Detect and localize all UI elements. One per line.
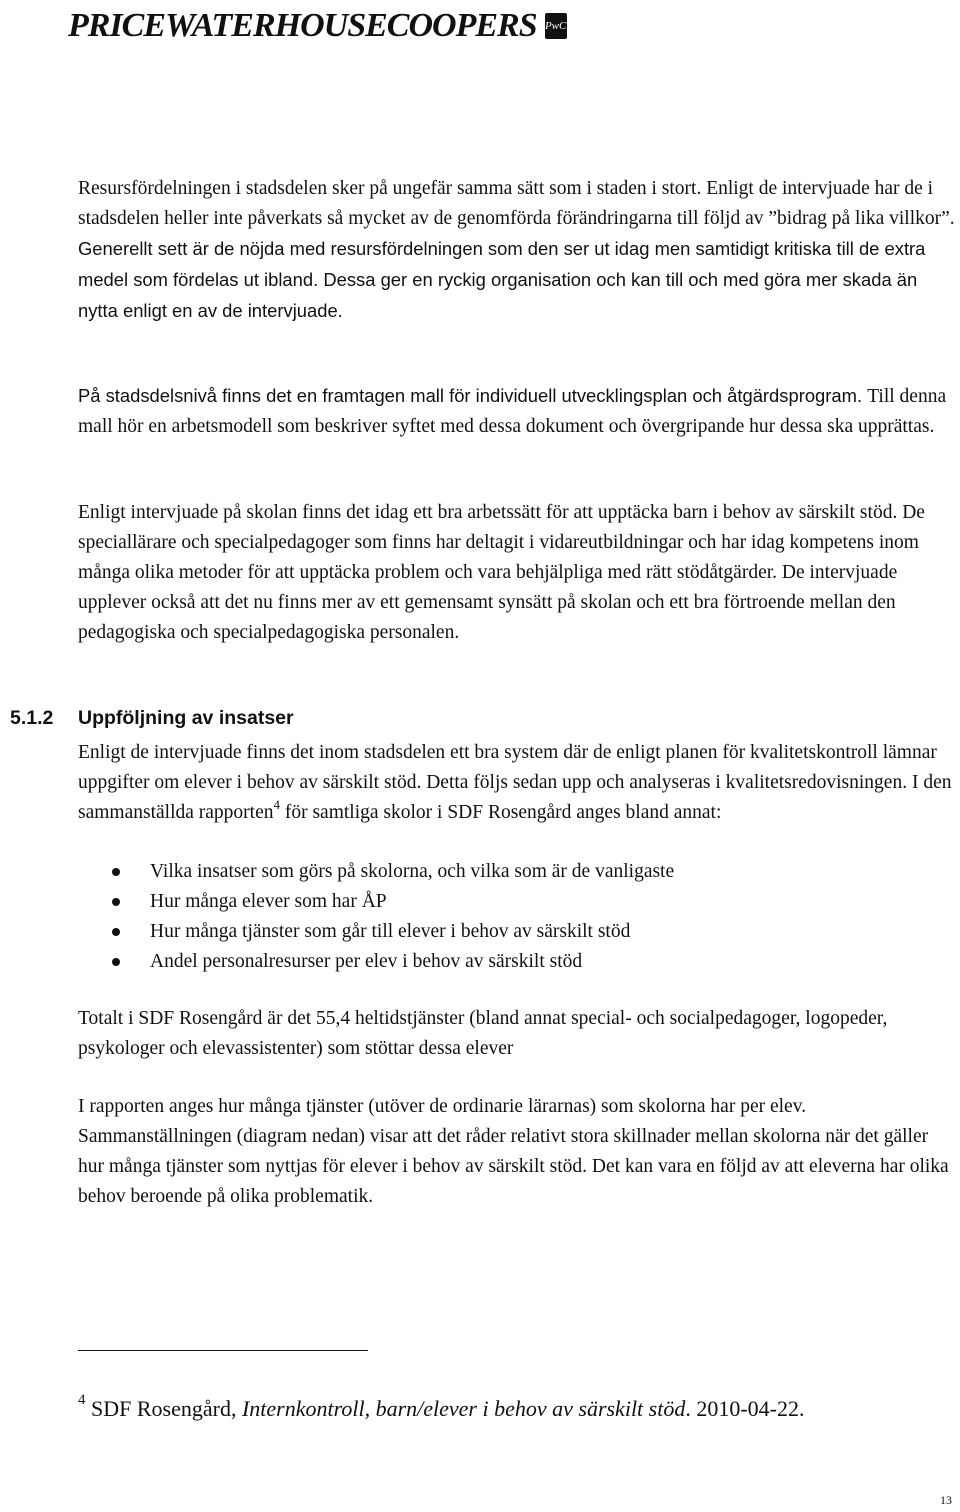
- footnote-divider: [78, 1350, 368, 1351]
- list-item-text: Vilka insatser som görs på skolorna, och vilka som är de vanligaste: [150, 861, 675, 882]
- bullet-icon: [112, 958, 120, 966]
- paragraph-resource-allocation: [78, 174, 958, 327]
- paragraph-4-part-a: Enligt de intervjuade finns det inom stadsdelen ett bra system där de enligt planen för kvalitetskontroll lämnar uppgifter om elever i behov av särskilt stöd. Detta följs sedan upp och analyseras i kvalitetsredovisningen. I den sammanställda rapporten: [78, 742, 952, 823]
- list-item: [78, 947, 938, 977]
- paragraph-report-comparison: I rapporten anges hur många tjänster (utöver de ordinarie lärarnas) som skolorna har per elev. Sammanställningen (diagram nedan) visar att det råder relativt stora skillnader mellan skolorna när det gäller hur många tjänster som nyttjas för elever i behov av särskilt stöd. Det kan vara en följd av att eleverna har olika behov beroende på olika problematik.: [78, 1096, 949, 1207]
- paragraph-1-part-b: Generellt sett är de nöjda med resursfördelningen som den ser ut idag men samtidigt kritiska till de extra medel som fördelas ut ibland. Dessa ger en ryckig organisation och kan till och med göra mer skada än nytta enligt en av de intervjuade.: [78, 238, 926, 321]
- paragraph-school-support: Enligt intervjuade på skolan finns det idag ett bra arbetssätt för att upptäcka barn i behov av särskilt stöd. De speciallärare och specialpedagoger som finns har deltagit i vidareutbildningar och har idag kompetens inom många olika metoder för att upptäcka problem och vara behjälpliga med rätt stödåtgärder. De intervjuade upplever också att det nu finns mer av ett gemensamt synsätt på skolan och ett bra förtroende mellan den pedagogiska och specialpedagogiska personalen.: [78, 502, 925, 643]
- footnote-date: . 2010-04-22.: [685, 1396, 805, 1421]
- logo-wordmark: PRICEWATERHOUSECOOPERS: [68, 7, 537, 44]
- list-item-text: Andel personalresurser per elev i behov av särskilt stöd: [150, 951, 583, 972]
- logo-seal-icon: PwC: [545, 13, 567, 39]
- paragraph-2-part-b: Till denna mall hör en arbetsmodell som beskriver syftet med dessa dokument och övergripande hur dessa ska upprättas.: [78, 386, 947, 437]
- footnote-reference[interactable]: 4: [273, 797, 280, 812]
- paragraph-2-part-a: På stadsdelsnivå finns det en framtagen mall för individuell utvecklingsplan och åtgärdsprogram.: [78, 385, 868, 406]
- paragraph-4-part-b: för samtliga skolor i SDF Rosengård anges bland annat:: [279, 802, 722, 823]
- section-heading: [10, 705, 910, 731]
- footnote-number: 4: [78, 1392, 86, 1408]
- page-number: 13: [940, 1493, 952, 1507]
- section-title: Uppföljning av insatser: [78, 707, 294, 729]
- list-item-text: Hur många elever som har ÅP: [150, 891, 387, 912]
- section-number: 5.1.2: [10, 707, 54, 729]
- pwc-logo: [68, 6, 567, 46]
- paragraph-development-plan: [78, 381, 958, 442]
- bullet-icon: [112, 928, 120, 936]
- bullet-icon: [112, 868, 120, 876]
- list-item: [78, 887, 938, 917]
- footnote-source: SDF Rosengård,: [91, 1396, 242, 1421]
- paragraph-follow-up: [78, 738, 958, 828]
- list-item-text: Hur många tjänster som går till elever i behov av särskilt stöd: [150, 921, 631, 942]
- list-item: [78, 857, 938, 887]
- report-contents-list: [78, 857, 938, 977]
- paragraph-1-part-a: Resursfördelningen i stadsdelen sker på ungefär samma sätt som i staden i stort. Enligt de intervjuade har de i stadsdelen heller inte påverkats så mycket av de genomförda förändringarna till följd av ”bidrag på lika villkor”.: [78, 178, 955, 229]
- list-item: [78, 917, 938, 947]
- paragraph-total-staff: Totalt i SDF Rosengård är det 55,4 heltidstjänster (bland annat special- och socialpedagoger, logopeder, psykologer och elevassistenter) som stöttar dessa elever: [78, 1008, 888, 1059]
- footnote: [78, 1394, 958, 1424]
- footnote-title: Internkontroll, barn/elever i behov av särskilt stöd: [241, 1396, 686, 1421]
- bullet-icon: [112, 898, 120, 906]
